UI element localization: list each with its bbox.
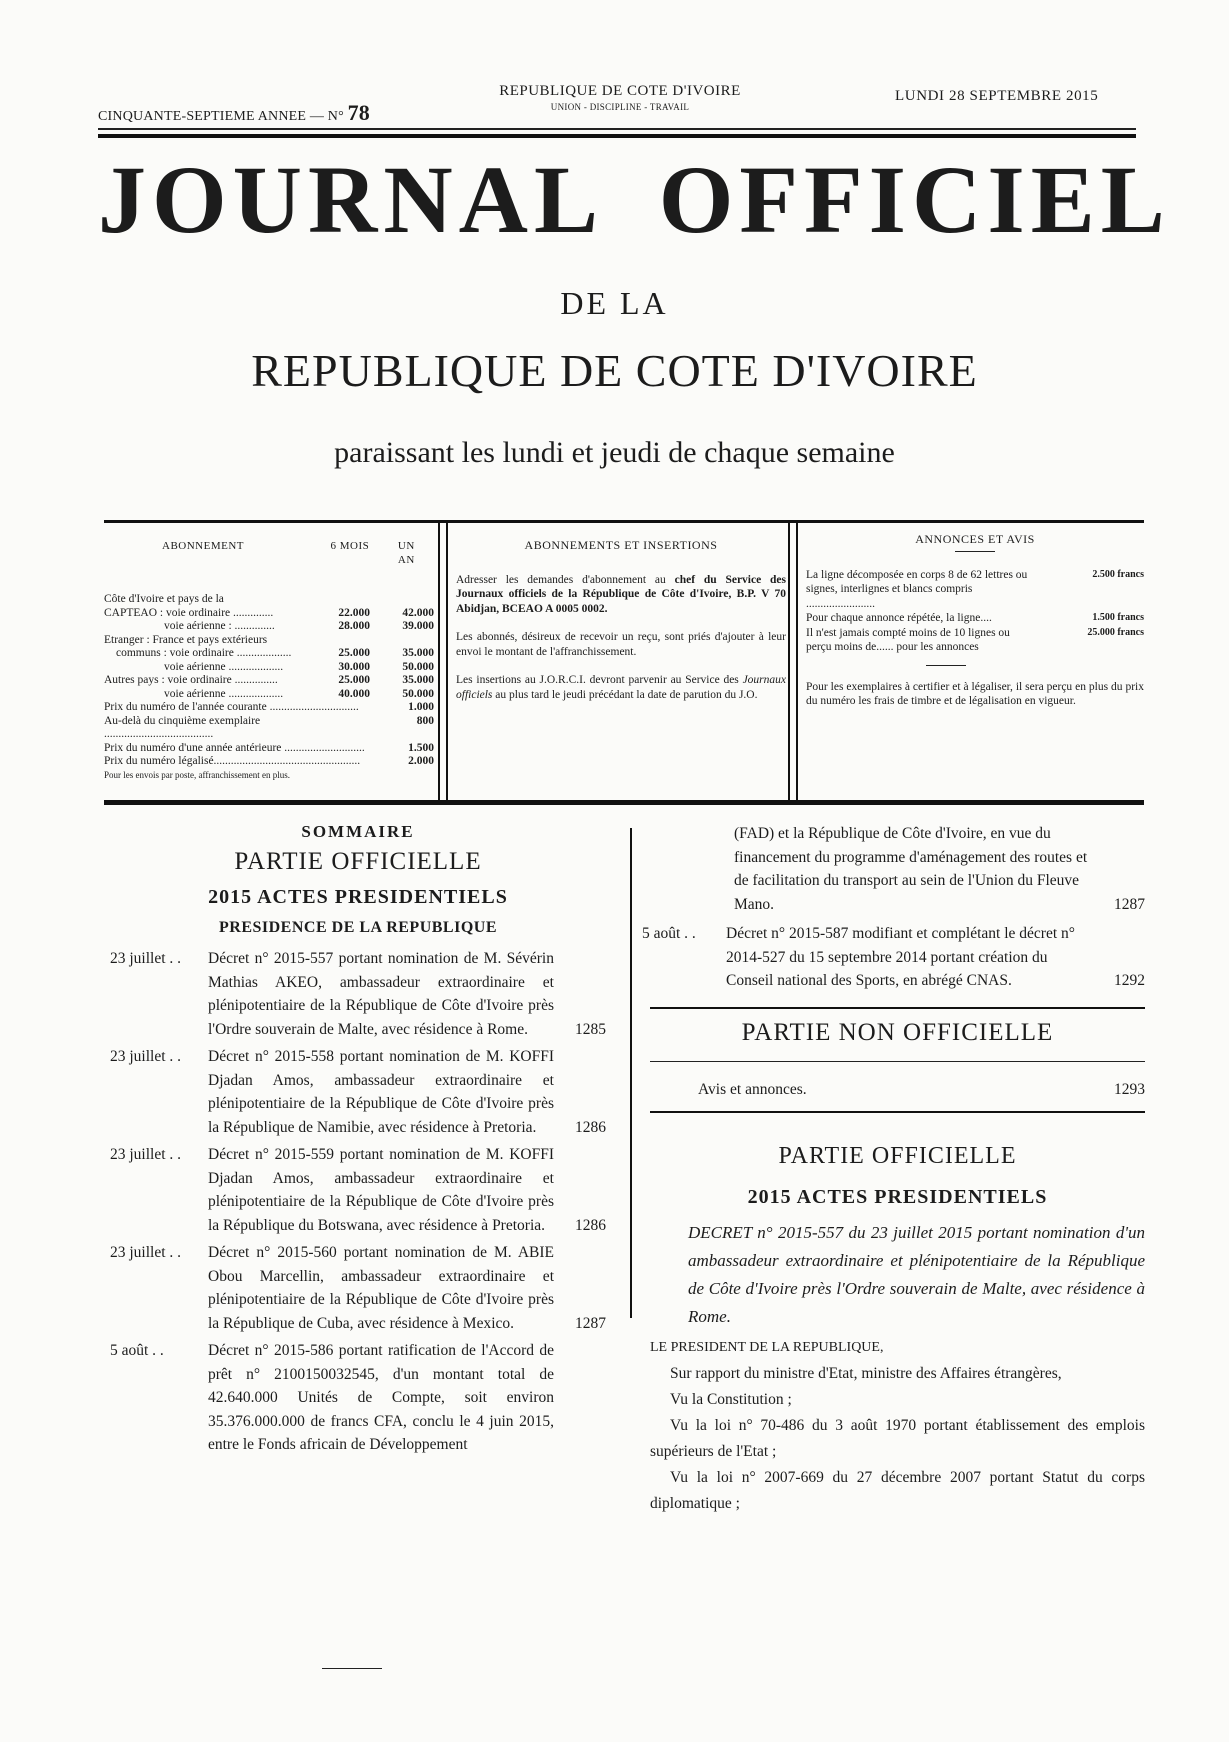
col-1an: UN AN xyxy=(397,540,415,566)
visa-line: Vu la Constitution ; xyxy=(670,1391,792,1408)
column-divider xyxy=(630,828,632,1318)
visa-line: Sur rapport du ministre d'Etat, ministre des Affaires étrangères, xyxy=(670,1365,1062,1382)
visa-line: Vu la loi n° 2007-669 du 27 décembre 2007 portant Statut du corps diplomatique ; xyxy=(650,1469,1145,1512)
sommaire-entry: 23 juillet . . Décret n° 2015-559 portant nomination de M. KOFFI Djadan Amos, ambassadeur extraordinaire et plénipotentiaire de la République de Côte d'Ivoire près la République du Botswana, avec résidence à Pretoria. 1286 xyxy=(110,1146,606,1234)
annonce-rate: Il n'est jamais compté moins de 10 lignes ou perçu moins de...... pour les annonces 25.000 francs xyxy=(806,626,1144,653)
visa-line: Vu la loi n° 70-486 du 3 août 1970 portant établissement des emplois supérieurs de l'Etat ; xyxy=(650,1417,1145,1460)
issue-date: LUNDI 28 SEPTEMBRE 2015 xyxy=(895,88,1099,104)
box-bottom-rule xyxy=(104,800,1144,805)
sommaire-entry-continued: (FAD) et la République de Côte d'Ivoire, en vue du financement du programme d'aménagement des routes et de facilitation du transport au sein de l'Union du Fleuve Mano. 1287 xyxy=(734,825,1145,913)
rate-line: Etranger : France et pays extérieurs xyxy=(104,633,268,646)
insertions-para-1: Adresser les demandes d'abonnement au chef du Service des Journaux officiels de la République de Côte d'Ivoire, B.P. V 70 Abidjan, BCEAO A 0005 0002. xyxy=(456,573,786,615)
rate-row: CAPTEAO : voie ordinaire .............. 22.000 42.000 xyxy=(104,606,434,619)
partie-non-officielle-heading: PARTIE NON OFFICIELLE xyxy=(741,1018,1054,1046)
price-row: Prix du numéro de l'année courante ............................... 1.000 xyxy=(104,701,434,713)
sommaire-column xyxy=(110,822,606,1457)
right-column xyxy=(642,822,1145,1517)
annonce-rate: Pour chaque annonce répétée, la ligne.... 1.500 francs xyxy=(806,612,1144,624)
insertions-para-3: Les insertions au J.O.R.C.I. devront parvenir au Service des Journaux officiels au plus tard le jeudi précédant la date de parution du J.O. xyxy=(456,674,786,701)
motto: UNION - DISCIPLINE - TRAVAIL xyxy=(550,102,690,112)
annonce-rate: La ligne décomposée en corps 8 de 62 lettres ou signes, interlignes et blancs compris ........................ 2.500 francs xyxy=(806,568,1144,610)
presidence-heading: PRESIDENCE DE LA REPUBLIQUE xyxy=(219,919,497,936)
actes-heading: 2015 ACTES PRESIDENTIELS xyxy=(208,886,508,908)
issue-number: 78 xyxy=(347,100,370,125)
insertions-header: ABONNEMENTS ET INSERTIONS xyxy=(524,538,718,552)
rate-row: Autres pays : voie ordinaire ............... 25.000 35.000 xyxy=(104,674,434,686)
republic-title: REPUBLIQUE DE COTE D'IVOIRE xyxy=(251,345,978,396)
box-top-rule xyxy=(104,520,1144,523)
sommaire-entry: 5 août . . Décret n° 2015-587 modifiant et complétant le décret n° 2014-527 du 15 septembre 2014 portant création du Conseil national des Sports, en abrégé CNAS. 1292 xyxy=(642,925,1145,989)
publication-frequency: paraissant les lundi et jeudi de chaque semaine xyxy=(334,436,895,469)
insertions-info xyxy=(456,538,786,716)
partie-officielle-heading: PARTIE OFFICIELLE xyxy=(234,848,482,875)
masthead-rule-thick xyxy=(98,134,1136,138)
price-row: Prix du numéro d'une année antérieure ............................ 1.500 xyxy=(104,741,434,754)
annonces-info xyxy=(806,532,1144,709)
subscription-header xyxy=(104,540,434,567)
section-rule-thin xyxy=(650,1061,1145,1062)
legalisation-note: Pour les exemplaires à certifier et à légaliser, il sera perçu en plus du prix du numéro les frais de timbre et de légalisation en vigueur. xyxy=(806,680,1144,707)
decree-actes-heading: 2015 ACTES PRESIDENTIELS xyxy=(747,1186,1048,1208)
section-rule xyxy=(650,1007,1145,1009)
sommaire-entry: 5 août . . Décret n° 2015-586 portant ratification de l'Accord de prêt n° 2100150032545, d'un montant total de 42.640.000 Unités de Compte, soit environ 35.376.000.000 de francs CFA, conclu le 4 juin 2015, entre le Fonds africain de Développement xyxy=(110,1342,554,1453)
sommaire-entry: 23 juillet . . Décret n° 2015-560 portant nomination de M. ABIE Obou Marcellin, ambassadeur extraordinaire et plénipotentiaire de la République de Côte d'Ivoire près la République de Cuba, avec résidence à Mexico. 1287 xyxy=(110,1244,606,1332)
avis-entry: Avis et annonces. 1293 xyxy=(698,1080,1145,1098)
annonces-rule xyxy=(926,665,966,666)
postage-note: Pour les envois par poste, affranchissement en plus. xyxy=(104,769,291,780)
rate-line: Côte d'Ivoire et pays de la xyxy=(104,593,224,605)
page-footer-rule xyxy=(322,1668,382,1669)
annonces-header: ANNONCES ET AVIS xyxy=(915,532,1035,546)
rate-row: communs : voie ordinaire ................... 25.000 35.000 xyxy=(116,647,434,659)
rate-row: voie aérienne ................... 40.000 50.000 xyxy=(164,687,434,700)
section-rule xyxy=(650,1111,1145,1113)
rate-row: voie aérienne ................... 30.000 50.000 xyxy=(164,660,434,673)
sommaire-title: SOMMAIRE xyxy=(301,822,415,841)
republic-name: REPUBLIQUE DE COTE D'IVOIRE xyxy=(499,83,741,99)
decree-partie-heading: PARTIE OFFICIELLE xyxy=(778,1143,1017,1169)
masthead-rule-top xyxy=(98,128,1136,130)
decree-title: DECRET n° 2015-557 du 23 juillet 2015 portant nomination d'un ambassadeur extraordinaire et plénipotentiaire de la République de Côte d'Ivoire près l'Ordre souverain de Malte, avec résidence à Rome. xyxy=(688,1223,1145,1326)
republic-header xyxy=(470,83,770,112)
sommaire-entry: 23 juillet . . Décret n° 2015-557 portant nomination de M. Sévérin Mathias AKEO, ambassadeur extraordinaire et plénipotentiaire de la République de Côte d'Ivoire près l'Ordre souverain de Malte, avec résidence à Rome. 1285 xyxy=(110,950,606,1038)
price-row: Au-delà du cinquième exemplaire ...................................... 800 xyxy=(104,714,434,740)
issue-line xyxy=(98,100,370,126)
rate-row: voie aérienne : .............. 28.000 39.000 xyxy=(164,620,434,632)
sommaire-entry: 23 juillet . . Décret n° 2015-558 portant nomination de M. KOFFI Djadan Amos, ambassadeur extraordinaire et plénipotentiaire de la République de Côte d'Ivoire près la République de Namibie, avec résidence à Pretoria. 1286 xyxy=(110,1048,606,1136)
price-row: Prix du numéro légalisé................................................... 2.000 xyxy=(104,755,434,767)
box-separator-1 xyxy=(438,523,448,800)
insertions-para-2: Les abonnés, désireux de recevoir un reçu, sont priés d'ajouter à leur envoi le montant de l'affranchissement. xyxy=(456,631,786,658)
subscription-title: ABONNEMENT xyxy=(162,540,244,552)
president-line: LE PRESIDENT DE LA REPUBLIQUE, xyxy=(650,1340,884,1355)
annonces-header-rule xyxy=(955,551,995,552)
de-la: DE LA xyxy=(560,285,669,321)
journal-title: JOURNAL OFFICIEL xyxy=(98,146,1171,253)
col-6mois: 6 MOIS xyxy=(330,540,370,552)
issue-label: CINQUANTE-SEPTIEME ANNEE — N° xyxy=(98,109,344,124)
box-separator-2 xyxy=(788,523,798,800)
subscription-rates xyxy=(104,540,434,782)
